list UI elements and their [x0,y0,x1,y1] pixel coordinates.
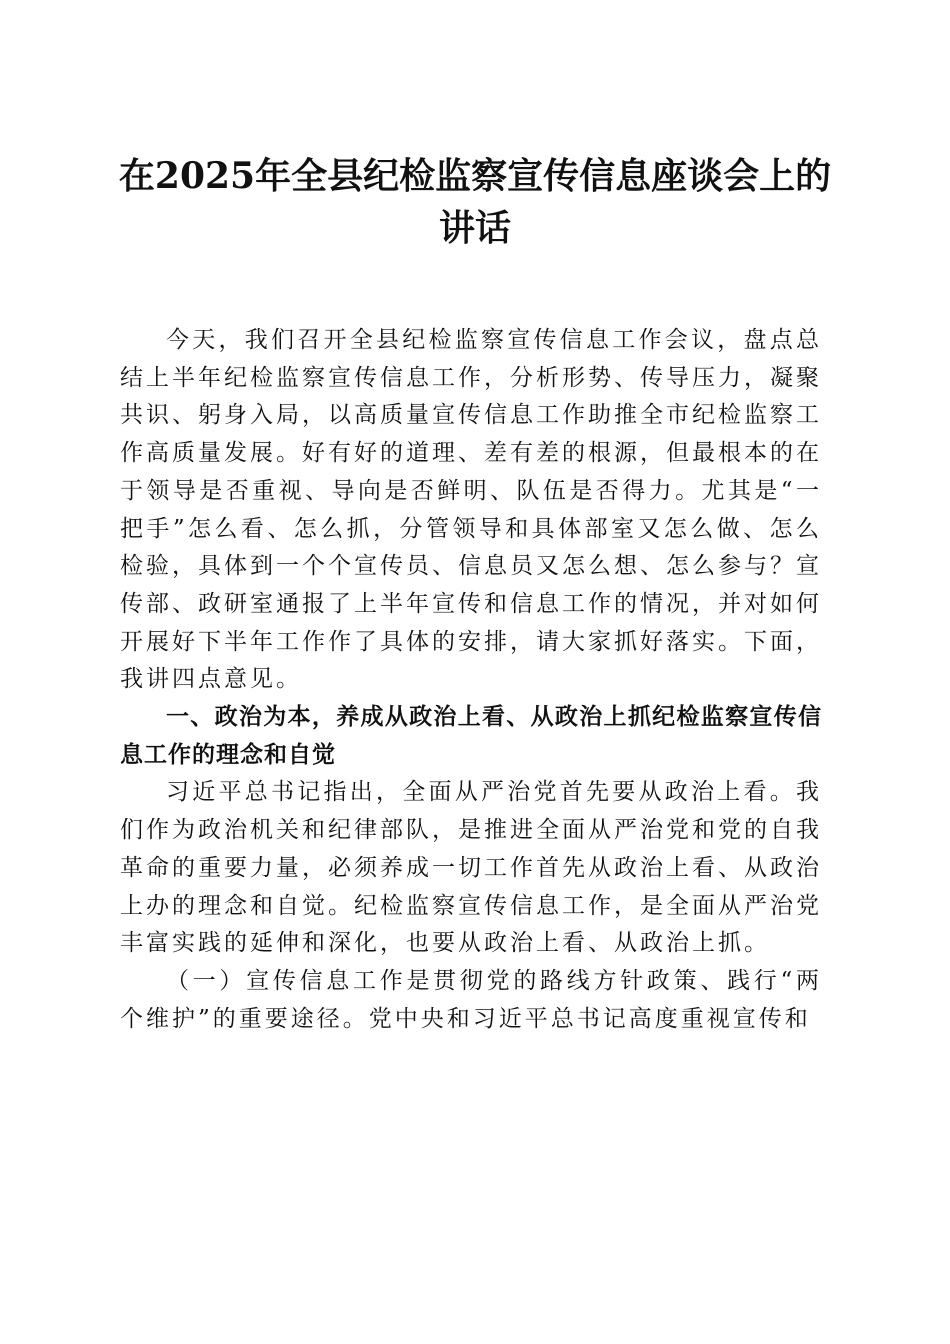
document-body [120,322,822,1038]
paragraph-subsection-1: （一）宣传信息工作是贯彻党的路线方针政策、践行“两个维护”的重要途径。党中央和习近平总书记高度重视宣传和 [120,967,822,1032]
paragraph-section-1: 习近平总书记指出，全面从严治党首先要从政治上看。我们作为政治机关和纪律部队，是推进全面从严治党和党的自我革命的重要力量，必须养成一切工作首先从政治上看、从政治上办的理念和自觉。纪检监察宣传信息工作，是全面从严治党丰富实践的延伸和深化，也要从政治上看、从政治上抓。 [120,779,822,957]
paragraph-intro: 今天，我们召开全县纪检监察宣传信息工作会议，盘点总结上半年纪检监察宣传信息工作，分析形势、传导压力，凝聚共识、躬身入局，以高质量宣传信息工作助推全市纪检监察工作高质量发展。好有好的道理、差有差的根源，但最根本的在于领导是否重视、导向是否鲜明、队伍是否得力。尤其是“一把手”怎么看、怎么抓，分管领导和具体部室又怎么做、怎么检验，具体到一个个宣传员、信息员又怎么想、怎么参与？宣传部、政研室通报了上半年宣传和信息工作的情况，并对如何开展好下半年工作作了具体的安排，请大家抓好落实。下面，我讲四点意见。 [120,327,822,693]
document-title: 在2025年全县纪检监察宣传信息座谈会上的讲话 [118,155,832,249]
section-heading-1: 一、政治为本，养成从政治上看、从政治上抓纪检监察宣传信息工作的理念和自觉 [120,704,822,768]
